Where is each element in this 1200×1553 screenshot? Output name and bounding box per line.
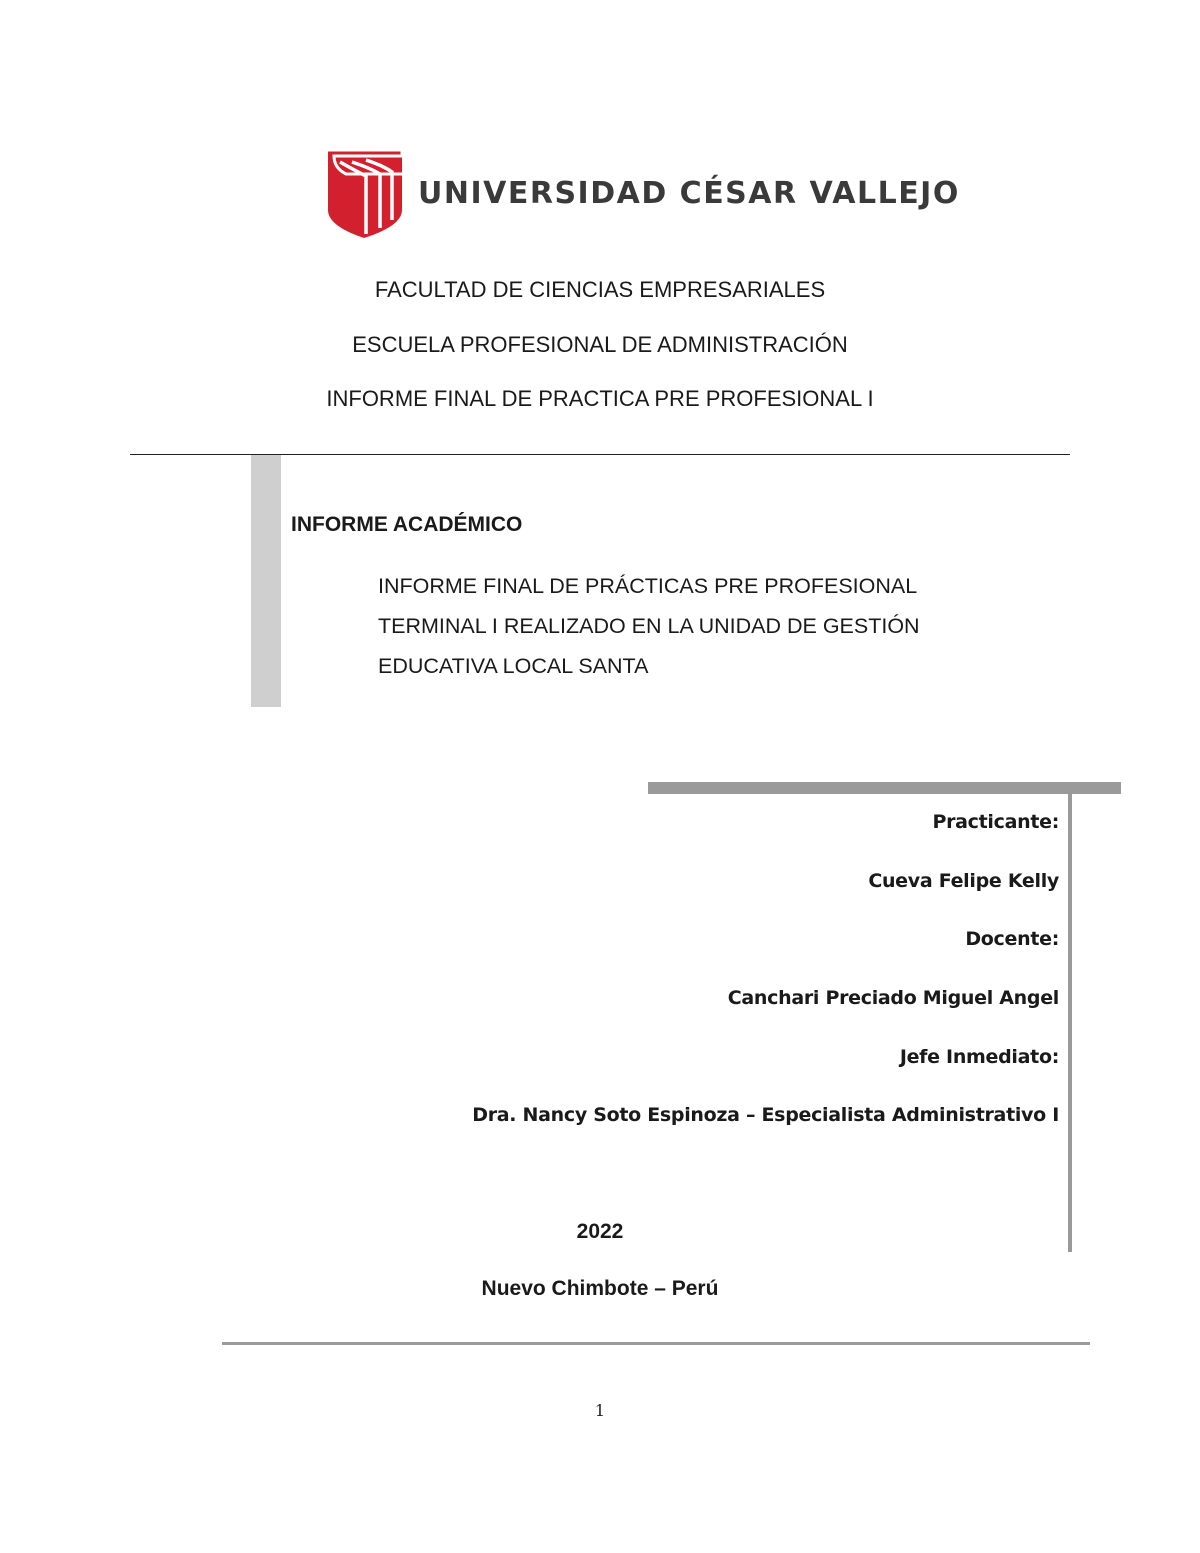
docente-label: Docente:	[965, 928, 1059, 950]
report-title	[378, 566, 1018, 686]
jefe-name: Dra. Nancy Soto Espinoza – Especialista Administrativo I	[472, 1104, 1059, 1126]
report-title-line: INFORME FINAL DE PRÁCTICAS PRE PROFESIONAL	[378, 574, 918, 598]
report-label: INFORME ACADÉMICO	[291, 513, 523, 536]
practicante-name: Cueva Felipe Kelly	[868, 870, 1059, 892]
docente-name: Canchari Preciado Miguel Angel	[727, 987, 1059, 1009]
faculty-heading: FACULTAD DE CIENCIAS EMPRESARIALES	[374, 277, 826, 302]
year: 2022	[576, 1220, 624, 1243]
practicante-label: Practicante:	[932, 811, 1059, 833]
left-accent-bar	[251, 455, 281, 707]
school-heading: ESCUELA PROFESIONAL DE ADMINISTRACIÓN	[352, 332, 848, 357]
right-accent-bar-vertical	[1068, 794, 1072, 1252]
report-type-heading: INFORME FINAL DE PRACTICA PRE PROFESIONAL I	[326, 386, 874, 411]
university-name-logo: UNIVERSIDAD CÉSAR VALLEJO	[418, 176, 960, 211]
jefe-label: Jefe Inmediato:	[899, 1046, 1059, 1068]
university-shield-logo	[326, 148, 404, 240]
page-number: 1	[594, 1401, 606, 1420]
report-title-line: EDUCATIVA LOCAL SANTA	[378, 654, 649, 678]
location: Nuevo Chimbote – Perú	[481, 1277, 719, 1300]
report-title-line: TERMINAL I REALIZADO EN LA UNIDAD DE GESTIÓN	[378, 614, 920, 638]
right-accent-bar-horizontal	[648, 782, 1121, 794]
bottom-divider	[222, 1342, 1090, 1345]
